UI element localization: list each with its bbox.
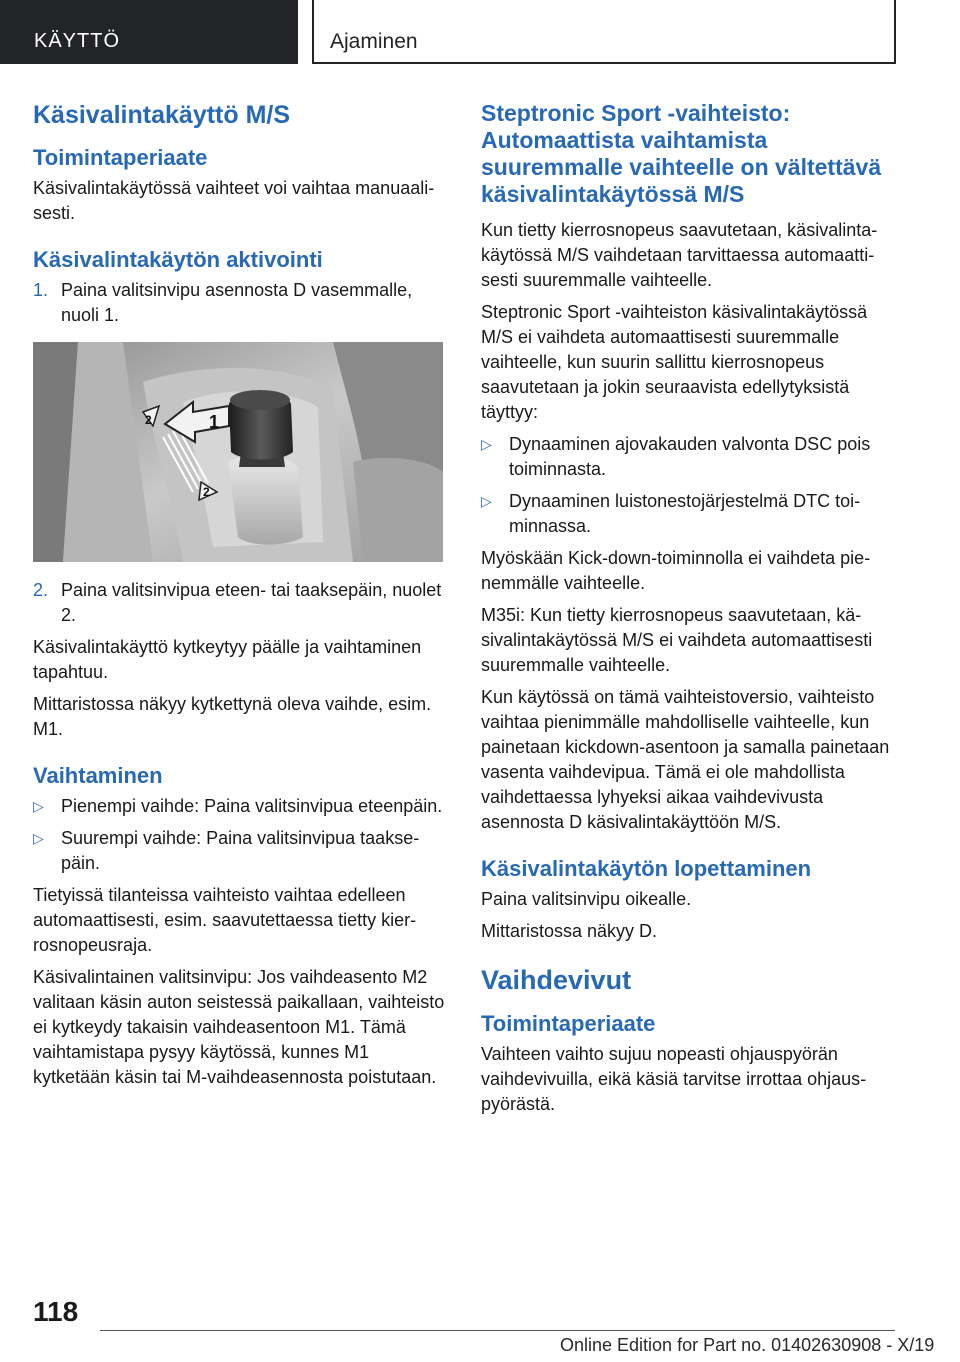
bullet-dtc [481, 489, 899, 539]
bullet-dsc [481, 432, 899, 482]
steptronic-para-2: Steptronic Sport -vaihteiston käsivalintakäytössä M/S ei vaihdeta automaattisesti suuremmalle vaihteelle, kun suurin sallittu kierrosnopeus saavutetaan ja jokin seuraavista edellytyksistä täyttyy: [481, 302, 868, 422]
heading-activation: Käsivalintakäytön aktivointi [33, 247, 323, 272]
steptronic-para-4: M35i: Kun tietty kierrosnopeus saavutetaan, käsivalintakäytössä M/S ei vaihdeta automaattisesti suuremmalle vaihteelle. [481, 605, 873, 675]
right-column [481, 100, 899, 1124]
step-number: 1. [33, 280, 49, 300]
heading-principle: Toimintaperiaate [33, 145, 208, 170]
footer-divider [100, 1330, 895, 1331]
arrow-2-label-top: 2 [145, 413, 152, 427]
gear-selector-illustration [33, 342, 443, 562]
left-column [33, 100, 451, 1097]
chapter-title: Ajaminen [312, 0, 896, 64]
arrow-2-label-bottom: 2 [203, 485, 210, 499]
bullet-triangle-icon: ▷ [33, 798, 44, 814]
principle-text: Käsivalintakäytössä vaihteet voi vaihtaa manuaalisesti. [33, 178, 435, 223]
bullet-triangle-icon: ▷ [481, 436, 492, 452]
section-tab: KÄYTTÖ [0, 0, 298, 64]
deactivation-para-2: Mittaristossa näkyy D. [481, 921, 658, 941]
paddles-text: Vaihteen vaihto sujuu nopeasti ohjauspyörän vaihdevivuilla, eikä käsiä tarvitse irrottaa ohjauspyörästä. [481, 1044, 867, 1114]
shifting-para-2: Käsivalintainen valitsinvipu: Jos vaihdeasento M2 valitaan käsin auton seistessä paikallaan, vaihteisto ei kytkeydy takaisin vaihdeasentoon M1. Tämä vaihtamistapa pysyy käytössä, kunnes M1 kytketään käsin tai M-vaihdeasennosta poistutaan. [33, 967, 445, 1087]
edition-note: Online Edition for Part no. 01402630908 - X/19 [560, 1335, 935, 1355]
bullet-triangle-icon: ▷ [481, 493, 492, 509]
heading-paddles-principle: Toimintaperiaate [481, 1011, 656, 1036]
bullet-text: Dynaaminen ajovakauden valvonta DSC pois toiminnasta. [509, 434, 871, 479]
step-text: Paina valitsinvipua eteen- tai taaksepäin, nuolet 2. [61, 580, 442, 625]
heading-deactivation: Käsivalintakäytön lopettaminen [481, 856, 812, 881]
steptronic-para-3: Myöskään Kick-down-toiminnolla ei vaihdeta pienemmälle vaihteelle. [481, 548, 871, 593]
steptronic-para-5: Kun käytössä on tämä vaihteistoversio, vaihteisto vaihtaa pienimmälle mahdolliselle vaihteelle, kun painetaan kickdown-asentoon ja samalla painetaan vasenta vaihdevipua. Tämä ei ole mahdollista vaihdettaessa lyhyeksi aikaa vaihdevivusta asennosta D käsivalintakäyttöön M/S. [481, 687, 890, 832]
bullet-text: Dynaaminen luistonestojärjestelmä DTC toiminnassa. [509, 491, 861, 536]
step-number: 2. [33, 580, 49, 600]
page-number: 118 [33, 1296, 79, 1327]
steptronic-para-1: Kun tietty kierrosnopeus saavutetaan, käsivalintakäytössä M/S vaihdetaan tarvittaessa automaattisesti suuremmalle vaihteelle. [481, 220, 878, 290]
bullet-lower-gear [33, 794, 451, 819]
heading-shifting: Vaihtaminen [33, 763, 163, 788]
activation-para-1: Käsivalintakäyttö kytkeytyy päälle ja vaihtaminen tapahtuu. [33, 637, 422, 682]
bullet-triangle-icon: ▷ [33, 830, 44, 846]
step-text: Paina valitsinvipu asennosta D vasemmalle, nuoli 1. [61, 280, 413, 325]
bullet-text: Pienempi vaihde: Paina valitsinvipua eteenpäin. [61, 796, 443, 816]
heading-steptronic: Steptronic Sport -vaihteisto: Automaattista vaihtamista suuremmalle vaihteelle on vältettävä käsivalintakäytössä M/S [481, 100, 882, 207]
section-title-paddles: Vaihdevivut [481, 965, 632, 995]
section-title-manual-mode: Käsivalintakäyttö M/S [33, 101, 291, 129]
activation-para-2: Mittaristossa näkyy kytkettynä oleva vaihde, esim. M1. [33, 694, 432, 739]
shifting-para-1: Tietyissä tilanteissa vaihteisto vaihtaa edelleen automaattisesti, esim. saavutettaessa tietty kierrosnopeusraja. [33, 885, 417, 955]
deactivation-para-1: Paina valitsinvipu oikealle. [481, 889, 692, 909]
step-1 [33, 278, 451, 328]
step-2 [33, 578, 451, 628]
bullet-text: Suurempi vaihde: Paina valitsinvipua taaksepäin. [61, 828, 420, 873]
arrow-1-label: 1 [209, 412, 220, 432]
bullet-higher-gear [33, 826, 451, 876]
